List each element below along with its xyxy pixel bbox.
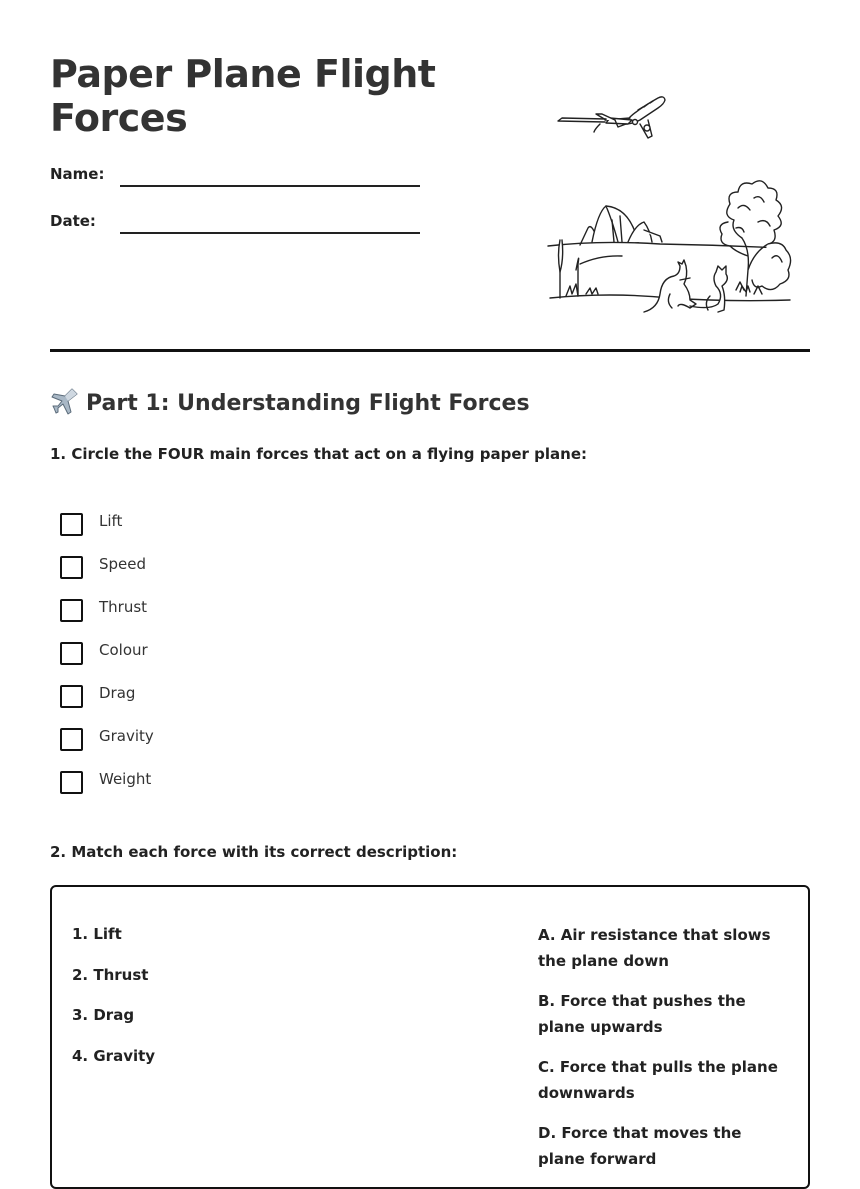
- option-label: Colour: [99, 641, 148, 659]
- tree-icon: [720, 181, 791, 296]
- name-label: Name:: [50, 165, 105, 183]
- force-options-list: [60, 510, 360, 811]
- matching-box: [50, 885, 810, 1189]
- option-label: Lift: [99, 512, 123, 530]
- worksheet-page: [50, 0, 810, 1168]
- airplane-icon: [558, 97, 665, 138]
- description-item[interactable]: D. Force that moves the plane forward: [538, 1124, 742, 1168]
- force-item[interactable]: 4. Gravity: [72, 1046, 156, 1065]
- header-divider: [50, 349, 810, 352]
- option-label: Drag: [99, 684, 136, 702]
- description-item[interactable]: C. Force that pulls the plane downwards: [538, 1058, 778, 1102]
- option-drag[interactable]: [60, 682, 360, 725]
- option-speed[interactable]: [60, 553, 360, 596]
- australia-illustration: [540, 80, 800, 320]
- forces-list: [72, 923, 155, 1085]
- option-colour[interactable]: [60, 639, 360, 682]
- question2-prompt: 2. Match each force with its correct description:: [50, 843, 458, 861]
- force-item[interactable]: 1. Lift: [72, 925, 122, 943]
- force-item[interactable]: 3. Drag: [72, 1006, 135, 1024]
- option-gravity[interactable]: [60, 725, 360, 768]
- option-label: Gravity: [99, 727, 154, 745]
- option-checkbox[interactable]: [60, 771, 83, 794]
- option-thrust[interactable]: [60, 596, 360, 639]
- option-label: Speed: [99, 555, 147, 573]
- option-checkbox[interactable]: [60, 685, 83, 708]
- option-checkbox[interactable]: [60, 556, 83, 579]
- option-checkbox[interactable]: [60, 642, 83, 665]
- date-label: Date:: [50, 212, 96, 230]
- date-field[interactable]: [50, 212, 420, 242]
- option-weight[interactable]: [60, 768, 360, 811]
- description-item[interactable]: B. Force that pushes the plane upwards: [538, 992, 746, 1036]
- force-item[interactable]: 2. Thrust: [72, 965, 149, 984]
- option-label: Weight: [99, 770, 152, 788]
- descriptions-list: [538, 923, 788, 1187]
- option-lift[interactable]: [60, 510, 360, 553]
- part1-heading: [50, 386, 530, 416]
- name-field[interactable]: [50, 165, 420, 195]
- option-checkbox[interactable]: [60, 728, 83, 751]
- page-title: Paper Plane Flight Forces: [50, 52, 436, 140]
- option-checkbox[interactable]: [60, 599, 83, 622]
- option-checkbox[interactable]: [60, 513, 83, 536]
- date-line[interactable]: [120, 232, 420, 234]
- sydney-opera-house-icon: [580, 206, 662, 245]
- name-line[interactable]: [120, 185, 420, 187]
- option-label: Thrust: [99, 598, 148, 616]
- description-item[interactable]: A. Air resistance that slows the plane down: [538, 926, 771, 970]
- airplane-emoji-icon: [50, 386, 80, 416]
- part1-title: Part 1: Understanding Flight Forces: [86, 391, 530, 416]
- kangaroo-icon: [644, 260, 727, 312]
- question1-prompt: 1. Circle the FOUR main forces that act on a flying paper plane:: [50, 445, 588, 463]
